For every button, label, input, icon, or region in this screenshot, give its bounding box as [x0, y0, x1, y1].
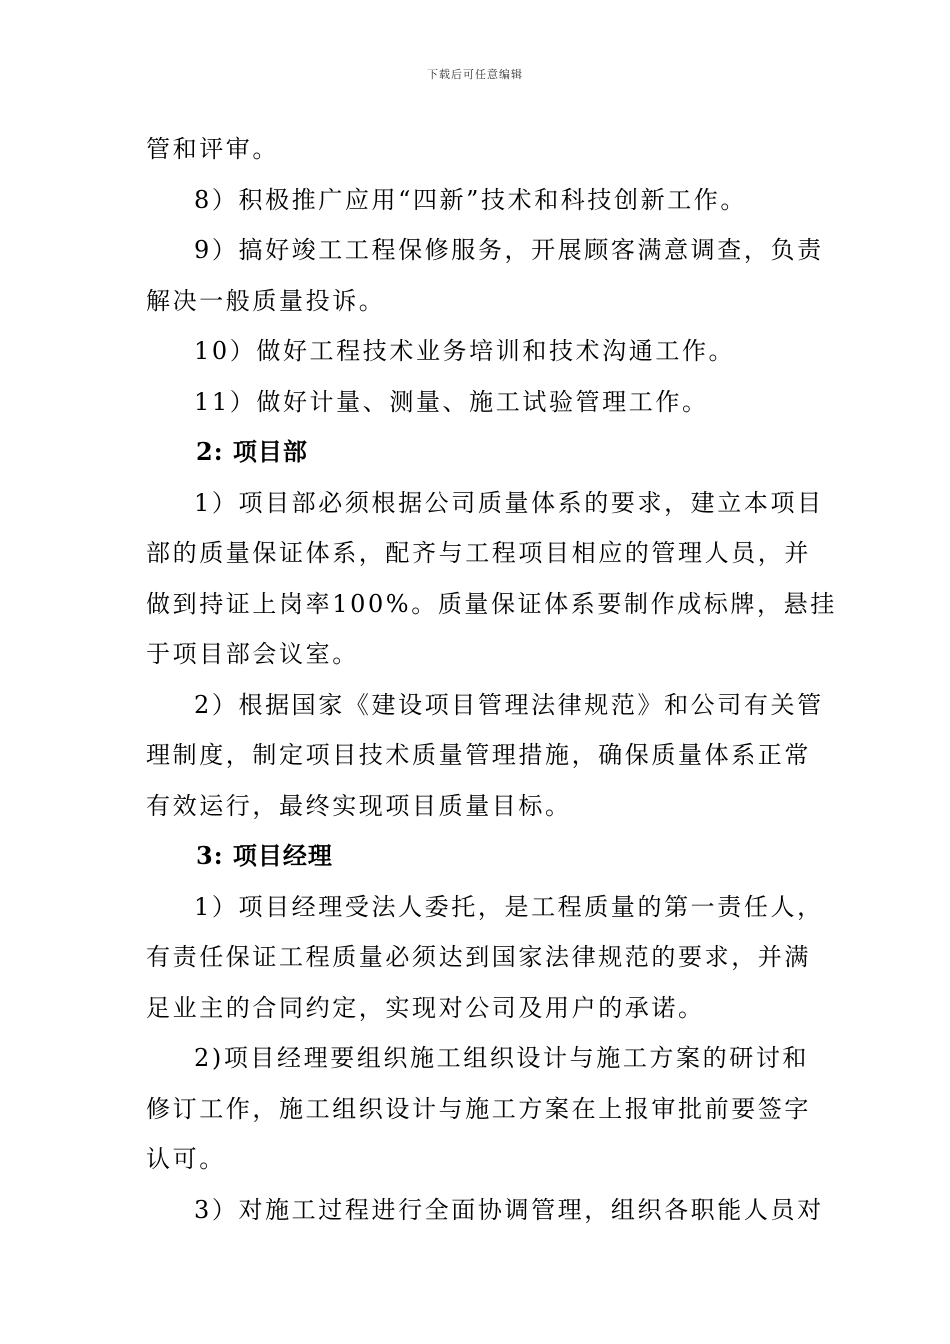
list-item-2: 2）根据国家《建设项目管理法律规范》和公司有关管	[194, 690, 824, 719]
text-line: 于项目部会议室。	[146, 640, 359, 668]
text-line: 部的质量保证体系，配齐与工程项目相应的管理人员，并	[146, 539, 811, 567]
list-item-1: 1）项目部必须根据公司质量体系的要求，建立本项目	[194, 488, 824, 517]
text-line: 理制度，制定项目技术质量管理措施，确保质量体系正常	[146, 741, 811, 769]
section-heading-project-dept: 2: 项目部	[196, 437, 308, 466]
text-line: 认可。	[146, 1145, 226, 1173]
page-header-note: 下载后可任意编辑	[427, 68, 523, 81]
text-line: 做到持证上岗率100%。质量保证体系要制作成标牌，悬挂	[146, 589, 837, 618]
text-line: 有效运行，最终实现项目质量目标。	[146, 791, 572, 820]
list-item-3: 3）对施工过程进行全面协调管理，组织各职能人员对	[194, 1195, 824, 1224]
document-body	[146, 124, 837, 1235]
list-item-10: 10）做好工程技术业务培训和技术沟通工作。	[194, 337, 736, 365]
list-item-11: 11）做好计量、测量、施工试验管理工作。	[194, 387, 709, 416]
text-line: 足业主的合同约定，实现对公司及用户的承诺。	[146, 993, 705, 1022]
list-item-2: 2)项目经理要组织施工组织设计与施工方案的研讨和	[194, 1044, 810, 1072]
text-line: 修订工作，施工组织设计与施工方案在上报审批前要签字	[146, 1094, 811, 1123]
list-item-1: 1）项目经理受法人委托，是工程质量的第一责任人，	[194, 892, 824, 921]
text-line: 有责任保证工程质量必须达到国家法律规范的要求，并满	[146, 943, 811, 971]
section-heading-project-manager: 3: 项目经理	[196, 841, 333, 870]
text-line: 解决一般质量投诉。	[146, 286, 386, 315]
text-line: 管和评审。	[146, 135, 279, 163]
list-item-8: 8）积极推广应用“四新”技术和科技创新工作。	[194, 185, 748, 214]
list-item-9: 9）搞好竣工工程保修服务，开展顾客满意调查，负责	[194, 236, 824, 264]
